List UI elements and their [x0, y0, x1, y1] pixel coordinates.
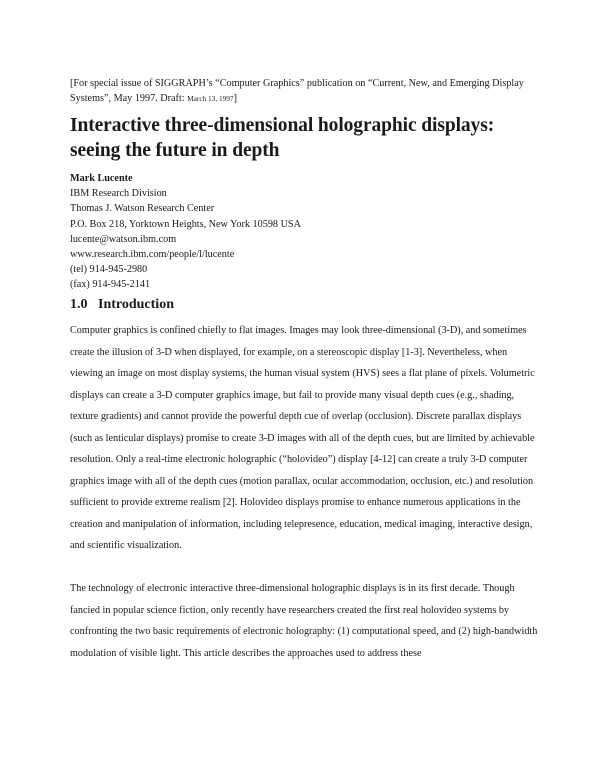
- header-note: [70, 76, 532, 106]
- author-address: P.O. Box 218, Yorktown Heights, New York 10598 USA: [70, 218, 301, 230]
- section-number: 1.0: [70, 297, 88, 312]
- author-tel: (tel) 914-945-2980: [70, 264, 148, 276]
- header-note-text: [For special issue of SIGGRAPH’s “Computer Graphics” publication on “Current, New, and Emerging Display Systems”, May 1997. Draft:: [70, 78, 524, 104]
- author-block: [70, 171, 301, 293]
- author-center: Thomas J. Watson Research Center: [70, 203, 215, 215]
- draft-date: March 13, 1997: [187, 94, 234, 103]
- paper-title: Interactive three-dimensional holographic displays: seeing the future in depth: [70, 115, 495, 161]
- intro-paragraph-1: Computer graphics is confined chiefly to flat images. Images may look three-dimensional (3-D), and sometimes create the illusion of 3-D when displayed, for example, on a stereoscopic display [1-3]. Nevertheless, when viewing an image on most display systems, the human visual system (HVS) sees a flat plane of pixels. Volumetric displays can create a 3-D computer graphics image, but fail to provide many visual depth cues (e.g., shading, texture gradients) and cannot provide the powerful depth cue of overlap (occlusion). Discrete parallax displays (such as lenticular displays) promise to create 3-D images with all of the depth cues, but are limited by achievable resolution. Only a real-time electronic holographic (“holovideo”) display [4-12] can create a truly 3-D computer graphics image with all of the depth cues (motion parallax, ocular accommodation, occlusion, etc.) and resolution sufficient to provide extreme realism [2]. Holovideo displays promise to enhance numerous applications in the creation and manipulation of information, including telepresence, education, medical imaging, interactive design, and scientific visualization.: [70, 325, 535, 551]
- section-heading: [70, 296, 174, 314]
- author-email: lucente@watson.ibm.com: [70, 233, 177, 245]
- author-fax: (fax) 914-945-2141: [70, 279, 151, 291]
- author-name: Mark Lucente: [70, 173, 133, 184]
- intro-paragraph-2: The technology of electronic interactive three-dimensional holographic displays is in its first decade. Though fancied in popular science fiction, only recently have researchers created the first real holovideo systems by confronting the two basic requirements of electronic holography: (1) computational speed, and (2) high-bandwidth modulation of visible light. This article describes the approaches used to address these: [70, 583, 538, 659]
- author-affiliation: IBM Research Division: [70, 188, 167, 200]
- section-title: Introduction: [98, 297, 174, 312]
- author-web: www.research.ibm.com/people/l/lucente: [70, 249, 235, 261]
- header-note-close: ]: [233, 93, 237, 104]
